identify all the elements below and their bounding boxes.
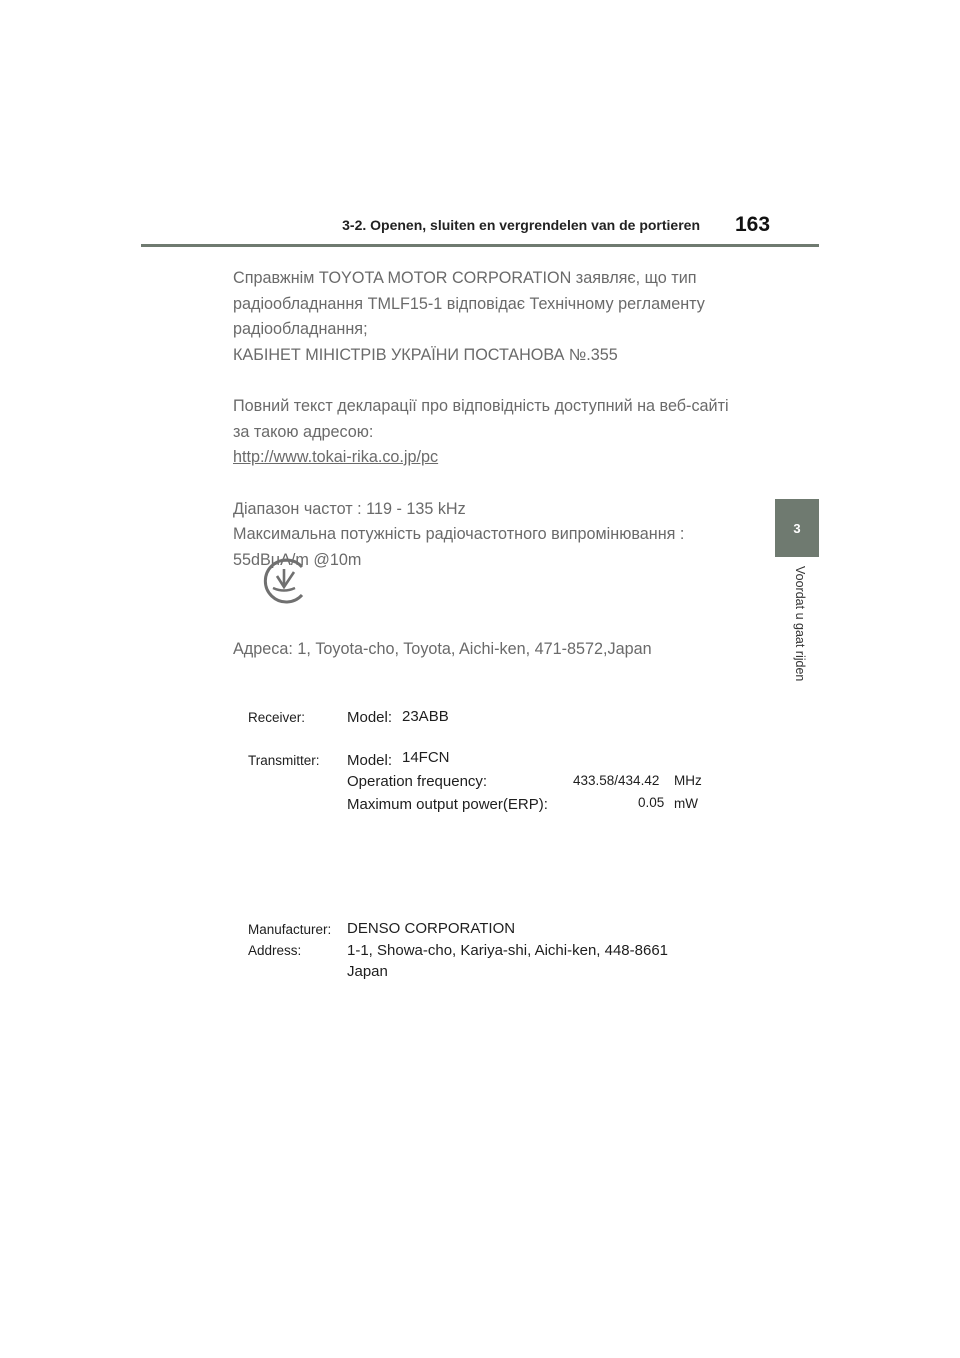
chapter-number: 3 [793,520,801,536]
power-label: Maximum output power(ERP): [347,796,548,813]
frequency-line: Діапазон частот : 119 - 135 kHz [233,499,466,518]
transmitter-label: Transmitter: [248,753,320,768]
transmitter-model: 14FCN [402,749,450,766]
power-unit: mW [674,796,698,811]
frequency-label: Operation frequency: [347,773,488,790]
address-label: Address: [248,943,302,958]
fulltext-line: Повний текст декларації про відповідність доступний на веб-сайті [233,397,729,415]
receiver-model: 23ABB [402,708,449,725]
declaration-line: Справжнім TOYOTA MOTOR CORPORATION заявляє, що тип [233,269,697,287]
fulltext-paragraph [233,394,753,471]
ukraine-address: Адреса: 1, Toyota-cho, Toyota, Aichi-ken, 471-8572,Japan [233,640,652,658]
chapter-label: Voordat u gaat rijden [793,566,807,682]
manufacturer-address-line: 1-1, Showa-cho, Kariya-shi, Aichi-ken, 448-8661 [347,942,669,959]
declaration-paragraph [233,266,753,368]
page-number: 163 [735,213,771,236]
ukraine-declaration [233,266,753,599]
declaration-line: радіообладнання TMLF15-1 відповідає Технічному регламенту [233,294,705,313]
manufacturer-name: DENSO CORPORATION [347,920,516,937]
declaration-line: радіообладнання; [233,320,368,338]
frequency-line: Максимальна потужність радіочастотного випромінювання : [233,525,685,543]
manufacturer-label: Manufacturer: [248,922,332,937]
receiver-model-label: Model: [347,709,393,726]
manufacturer-address-country: Japan [347,963,388,980]
section-title: 3-2. Openen, sluiten en vergrendelen van de portieren [342,217,700,233]
receiver-label: Receiver: [248,710,306,725]
frequency-value: 433.58/434.42 [573,773,660,788]
declaration-line: КАБІНЕТ МІНІСТРІВ УКРАЇНИ ПОСТАНОВА №.355 [233,345,618,364]
power-value: 0.05 [638,795,665,810]
declaration-url-link[interactable]: http://www.tokai-rika.co.jp/pc [233,448,439,466]
chapter-tab [775,499,819,557]
header-divider [141,244,819,247]
frequency-paragraph [233,497,753,574]
ukrainian-conformity-mark-icon [258,555,310,607]
transmitter-model-label: Model: [347,752,393,769]
fulltext-line: за такою адресою: [233,422,374,441]
frequency-line: 55dBμA/m @10m [233,550,362,569]
frequency-unit: MHz [674,773,702,788]
